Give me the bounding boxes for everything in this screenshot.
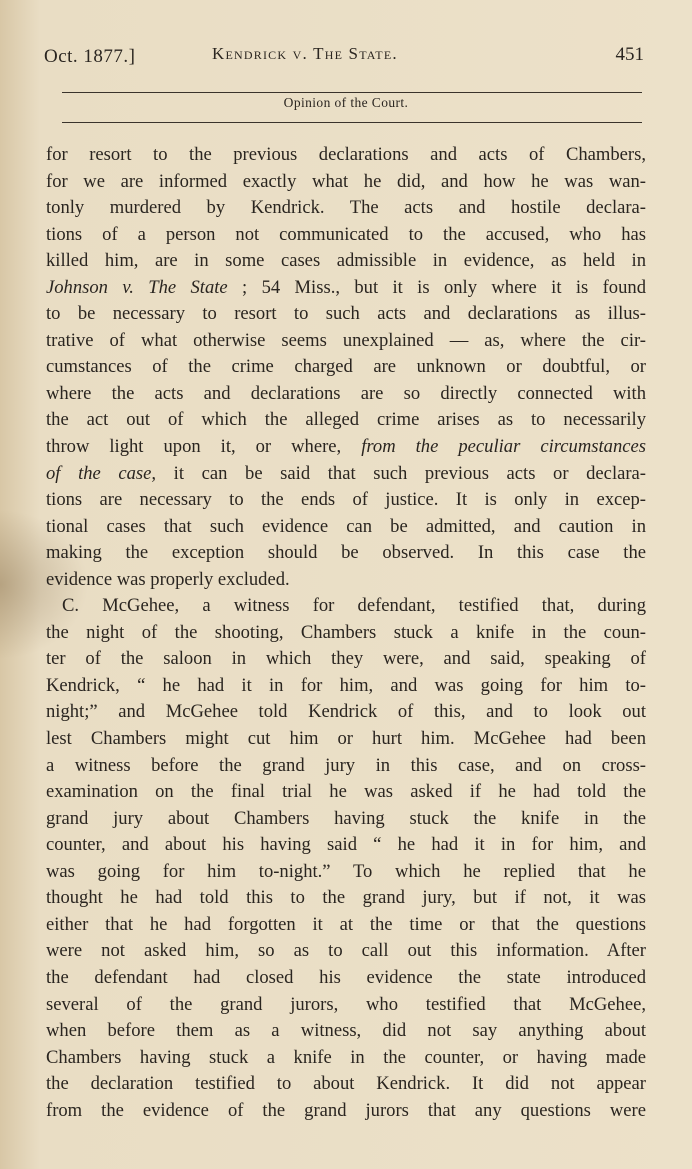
text-line: cumstances of the crime charged are unknown or doubtful, or — [46, 356, 646, 378]
header-rule-bottom — [62, 122, 642, 123]
text-line: the night of the shooting, Chambers stuck a knife in the coun- — [46, 621, 646, 643]
text-line: trative of what otherwise seems unexplained — as, where the cir- — [46, 329, 646, 351]
peculiar-pre: throw light upon it, or where, — [46, 436, 362, 458]
text-line: grand jury about Chambers having stuck the knife in the — [46, 807, 646, 829]
case-italic: of the case, — [46, 462, 157, 484]
text-line: tional cases that such evidence can be admitted, and caution in — [46, 515, 646, 537]
peculiar-line — [46, 434, 646, 461]
section-subheader: Opinion of the Court. — [283, 95, 409, 110]
opinion-text — [46, 142, 646, 1124]
peculiar-italic: from the peculiar circumstances — [361, 436, 646, 458]
citation-line — [46, 275, 646, 302]
text-line: tonly murdered by Kendrick. The acts and hostile declara- — [46, 197, 646, 219]
text-line: the defendant had closed his evidence the state introduced — [46, 966, 646, 988]
text-line: making the exception should be observed. In this case the — [46, 542, 646, 564]
text-line: tions of a person not communicated to the accused, who has — [46, 223, 646, 245]
citation-rest: ; 54 Miss., but it is only where it is found — [227, 276, 646, 298]
text-line: to be necessary to resort to such acts and declarations as illus- — [46, 303, 646, 325]
paragraph-end-line: evidence was properly excluded. — [46, 568, 290, 590]
text-line: several of the grand jurors, who testified that McGehee, — [46, 993, 646, 1015]
case-rest: it can be said that such previous acts or declara- — [156, 462, 646, 484]
text-line: ter of the saloon in which they were, and said, speaking of — [46, 648, 646, 670]
text-line: the act out of which the alleged crime arises as to necessarily — [46, 409, 646, 431]
text-line: thought he had told this to the grand jury, but if not, it was — [46, 887, 646, 909]
text-line: a witness before the grand jury in this case, and on cross- — [46, 754, 646, 776]
text-line: the declaration testified to about Kendrick. It did not appear — [46, 1073, 646, 1095]
case-citation: Johnson v. The State — [46, 276, 228, 298]
text-line: was going for him to-night.” To which he replied that he — [46, 860, 646, 882]
text-line: tions are necessary to the ends of justice. It is only in excep- — [46, 489, 646, 511]
text-line: from the evidence of the grand jurors that any questions were — [46, 1099, 646, 1121]
text-line: night;” and McGehee told Kendrick of this, and to look out — [46, 701, 646, 723]
page-number: 451 — [615, 44, 644, 65]
header-rule-top — [62, 92, 642, 93]
text-line: Kendrick, “ he had it in for him, and was going for him to- — [46, 674, 646, 696]
text-line: when before them as a witness, did not say anything about — [46, 1020, 646, 1042]
text-line: either that he had forgotten it at the time or that the questions — [46, 913, 646, 935]
text-line: examination on the final trial he was asked if he had told the — [46, 781, 646, 803]
header-date: Oct. 1877.] — [44, 46, 136, 67]
case-line — [46, 461, 646, 488]
text-line: counter, and about his having said “ he had it in for him, and — [46, 834, 646, 856]
text-line: where the acts and declarations are so directly connected with — [46, 382, 646, 404]
text-line: Chambers having stuck a knife in the counter, or having made — [46, 1046, 646, 1068]
text-line: were not asked him, so as to call out this information. After — [46, 940, 646, 962]
header-title: Kendrick v. The State. — [212, 44, 398, 63]
text-line: lest Chambers might cut him or hurt him. McGehee had been — [46, 728, 646, 750]
text-line: for we are informed exactly what he did, and how he was wan- — [46, 170, 646, 192]
text-line: killed him, are in some cases admissible in evidence, as held in — [46, 250, 646, 272]
running-head — [44, 42, 644, 72]
text-line: for resort to the previous declarations and acts of Chambers, — [46, 144, 646, 165]
paragraph-start-line: C. McGehee, a witness for defendant, testified that, during — [62, 595, 646, 617]
